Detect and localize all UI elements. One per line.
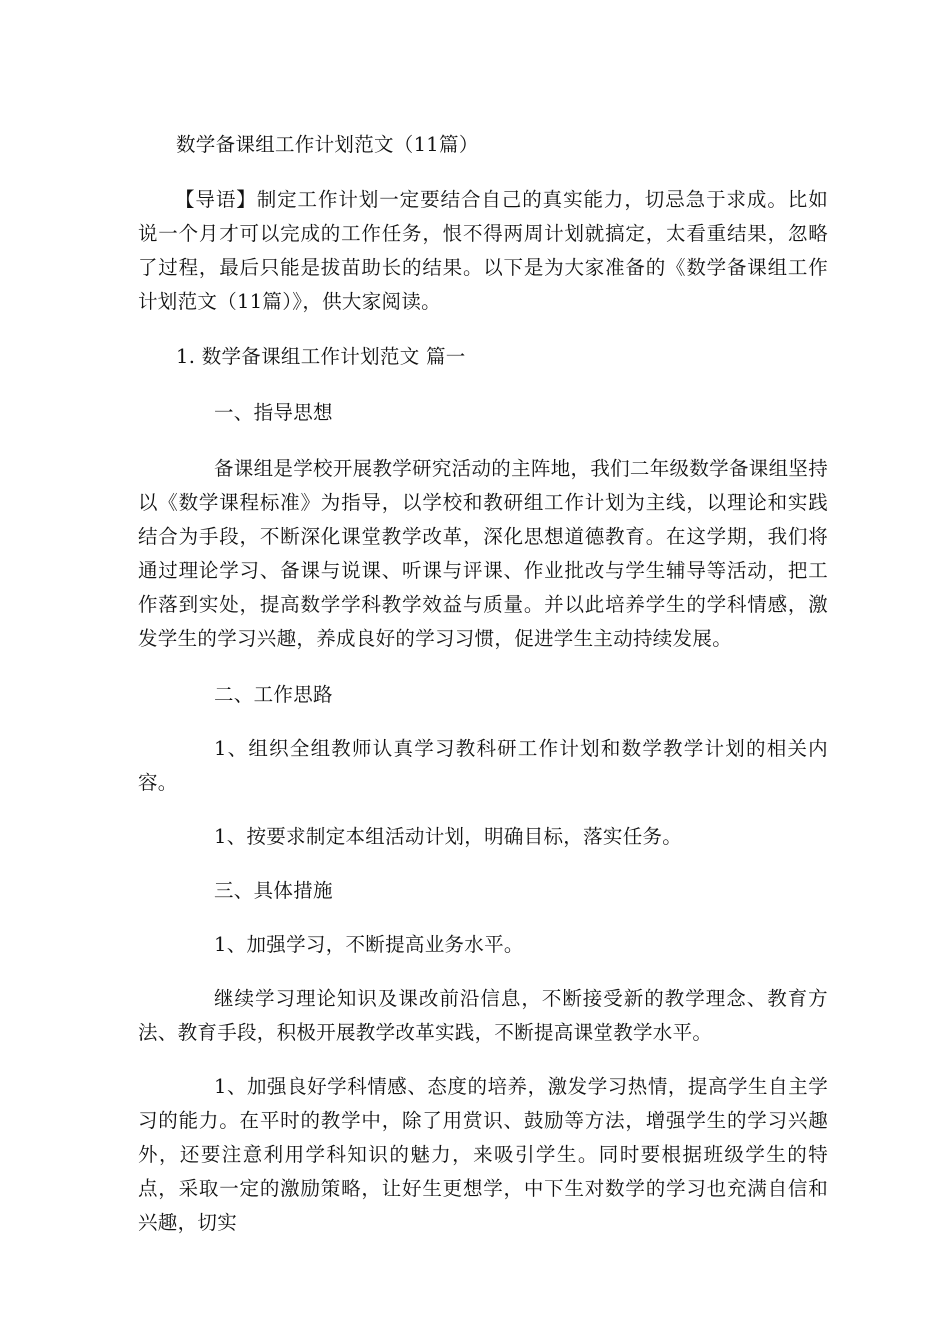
heading-work-ideas: 二、工作思路: [214, 683, 333, 706]
document-title: 数学备课组工作计划范文（11篇）: [176, 133, 479, 156]
lead-paragraph: 【导语】制定工作计划一定要结合自己的真实能力，切忌急于求成。比如说一个月才可以完成的工作任务，恨不得两周计划就搞定，太看重结果，忽略了过程，最后只能是拔苗助长的结果。以下是为大家准备的《数学备课组工作计划范文（11篇）》，供大家阅读。: [138, 188, 828, 313]
heading-guiding-thought: 一、指导思想: [214, 401, 333, 424]
work-idea-item: 1、按要求制定本组活动计划，明确目标，落实任务。: [214, 825, 683, 848]
heading-measures: 三、具体措施: [214, 879, 333, 902]
measure-paragraph: 1、加强良好学科情感、态度的培养，激发学习热情，提高学生自主学习的能力。在平时的教学中，除了用赏识、鼓励等方法，增强学生的学习兴趣外，还要注意利用学科知识的魅力，来吸引学生。同时要根据班级学生的特点，采取一定的激励策略，让好生更想学，中下生对数学的学习也充满自信和兴趣，切实: [138, 1075, 828, 1234]
document-body: [138, 128, 828, 1240]
measure-paragraph: 继续学习理论知识及课改前沿信息，不断接受新的教学理念、教育方法、教育手段，积极开展教学改革实践，不断提高课堂教学水平。: [138, 987, 828, 1044]
section-title: 1. 数学备课组工作计划范文 篇一: [176, 345, 466, 368]
work-idea-item: 1、组织全组教师认真学习教科研工作计划和数学教学计划的相关内容。: [138, 737, 828, 794]
measure-item: 1、加强学习，不断提高业务水平。: [214, 933, 524, 956]
paragraph-guiding-thought: 备课组是学校开展教学研究活动的主阵地，我们二年级数学备课组坚持以《数学课程标准》为指导，以学校和教研组工作计划为主线，以理论和实践结合为手段，不断深化课堂教学改革，深化思想道德教育。在这学期，我们将通过理论学习、备课与说课、听课与评课、作业批改与学生辅导等活动，把工作落到实处，提高数学学科教学效益与质量。并以此培养学生的学科情感，激发学生的学习兴趣，养成良好的学习习惯，促进学生主动持续发展。: [138, 457, 828, 650]
